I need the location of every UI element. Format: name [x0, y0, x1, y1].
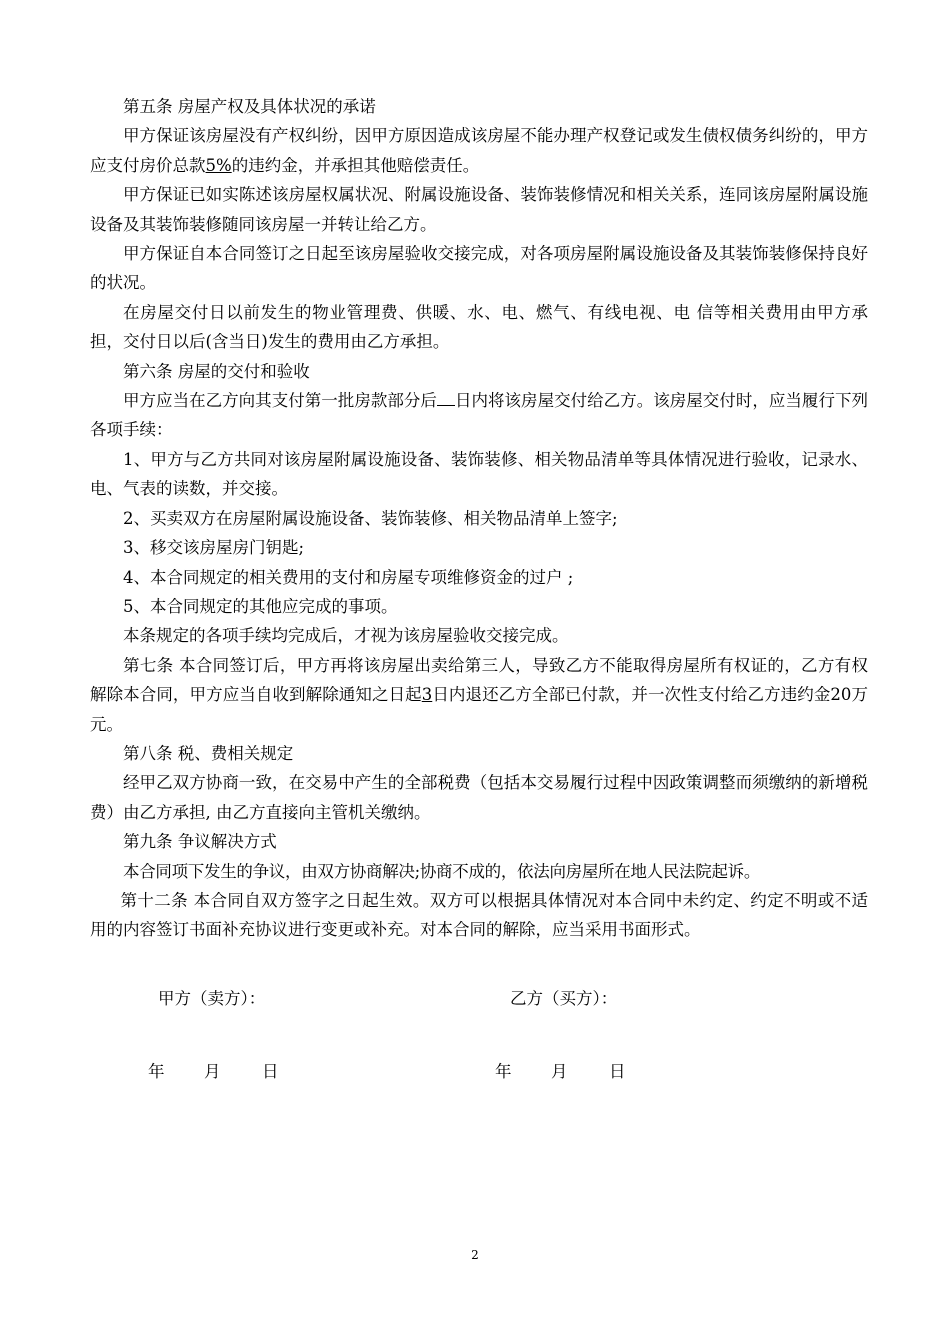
clause-6-item-3: 3、移交该房屋房门钥匙; [123, 538, 305, 558]
day-label: 日 [262, 1062, 279, 1081]
refund-days: 3 [421, 685, 433, 705]
party-a-date [148, 1058, 279, 1082]
clause-9-paragraph-1: 本合同项下发生的争议，由双方协商解决;协商不成的，依法向房屋所在地人民法院起诉。 [123, 861, 761, 881]
clause-9-title: 第九条 争议解决方式 [123, 832, 277, 852]
party-b-date [495, 1058, 626, 1082]
clause-7: 第七条 本合同签订后，甲方再将该房屋出卖给第三人，导致乙方不能取得房屋所有权证的，乙方有权解除本合同，甲方应当自收到解除通知之日起3日内退还乙方全部已付款，并一次性支付给乙方违约金20万元。 [90, 655, 869, 734]
year-label: 年 [495, 1062, 512, 1081]
month-label: 月 [204, 1062, 221, 1081]
day-label: 日 [609, 1062, 626, 1081]
month-label: 月 [551, 1062, 568, 1081]
clause-5-paragraph-2: 甲方保证已如实陈述该房屋权属状况、附属设施设备、装饰装修情况和相关关系，连同该房屋附属设施设备及其装饰装修随同该房屋一并转让给乙方。 [90, 185, 868, 234]
clause-6-item-2: 2、买卖双方在房屋附属设施设备、装饰装修、相关物品清单上签字; [123, 508, 618, 528]
clause-6-paragraph-1: 甲方应当在乙方向其支付第一批房款部分后 日内将该房屋交付给乙方。该房屋交付时，应当履行下列各项手续： [90, 391, 869, 440]
clause-6-item-5: 5、本合同规定的其他应完成的事项。 [123, 596, 398, 616]
penalty-percentage: 5% [205, 155, 232, 175]
clause-5-title: 第五条 房屋产权及具体状况的承诺 [123, 97, 376, 116]
clause-6-title: 第六条 房屋的交付和验收 [123, 361, 310, 381]
party-b-signature-label: 乙方（买方）： [510, 989, 618, 1008]
contract-body [90, 92, 868, 945]
clause-5-paragraph-3: 甲方保证自本合同签订之日起至该房屋验收交接完成，对各项房屋附属设施设备及其装饰装修保持良好的状况。 [90, 244, 868, 293]
clause-6-item-1: 1、甲方与乙方共同对该房屋附属设施设备、装饰装修、相关物品清单等具体情况进行验收，记录水、电、气表的读数，并交接。 [90, 449, 868, 499]
clause-12: 第十二条 本合同自双方签字之日起生效。双方可以根据具体情况对本合同中未约定、约定不明或不适用的内容签订书面补充协议进行变更或补充。对本合同的解除，应当采用书面形式。 [90, 890, 868, 940]
days-blank [437, 391, 455, 406]
clause-5-paragraph-4: 在房屋交付日以前发生的物业管理费、供暖、水、电、燃气、有线电视、电 信等相关费用由甲方承担，交付日以后(含当日)发生的费用由乙方承担。 [90, 302, 868, 352]
clause-6-item-4: 4、本合同规定的相关费用的支付和房屋专项维修资金的过户 ; [123, 567, 574, 587]
clause-5-paragraph-1: 甲方保证该房屋没有产权纠纷，因甲方原因造成该房屋不能办理产权登记或发生债权债务纠纷的，甲方应支付房价总款5%的违约金，并承担其他赔偿责任。 [90, 126, 868, 175]
party-a-signature-label: 甲方（卖方）： [158, 989, 266, 1008]
year-label: 年 [148, 1062, 165, 1081]
clause-6-paragraph-2: 本条规定的各项手续均完成后，才视为该房屋验收交接完成。 [123, 626, 569, 646]
clause-8-paragraph-1: 经甲乙双方协商一致，在交易中产生的全部税费（包括本交易履行过程中因政策调整而须缴纳的新增税费）由乙方承担, 由乙方直接向主管机关缴纳。 [90, 773, 868, 822]
clause-8-title: 第八条 税、费相关规定 [123, 743, 294, 763]
page-number: 2 [471, 1248, 479, 1262]
